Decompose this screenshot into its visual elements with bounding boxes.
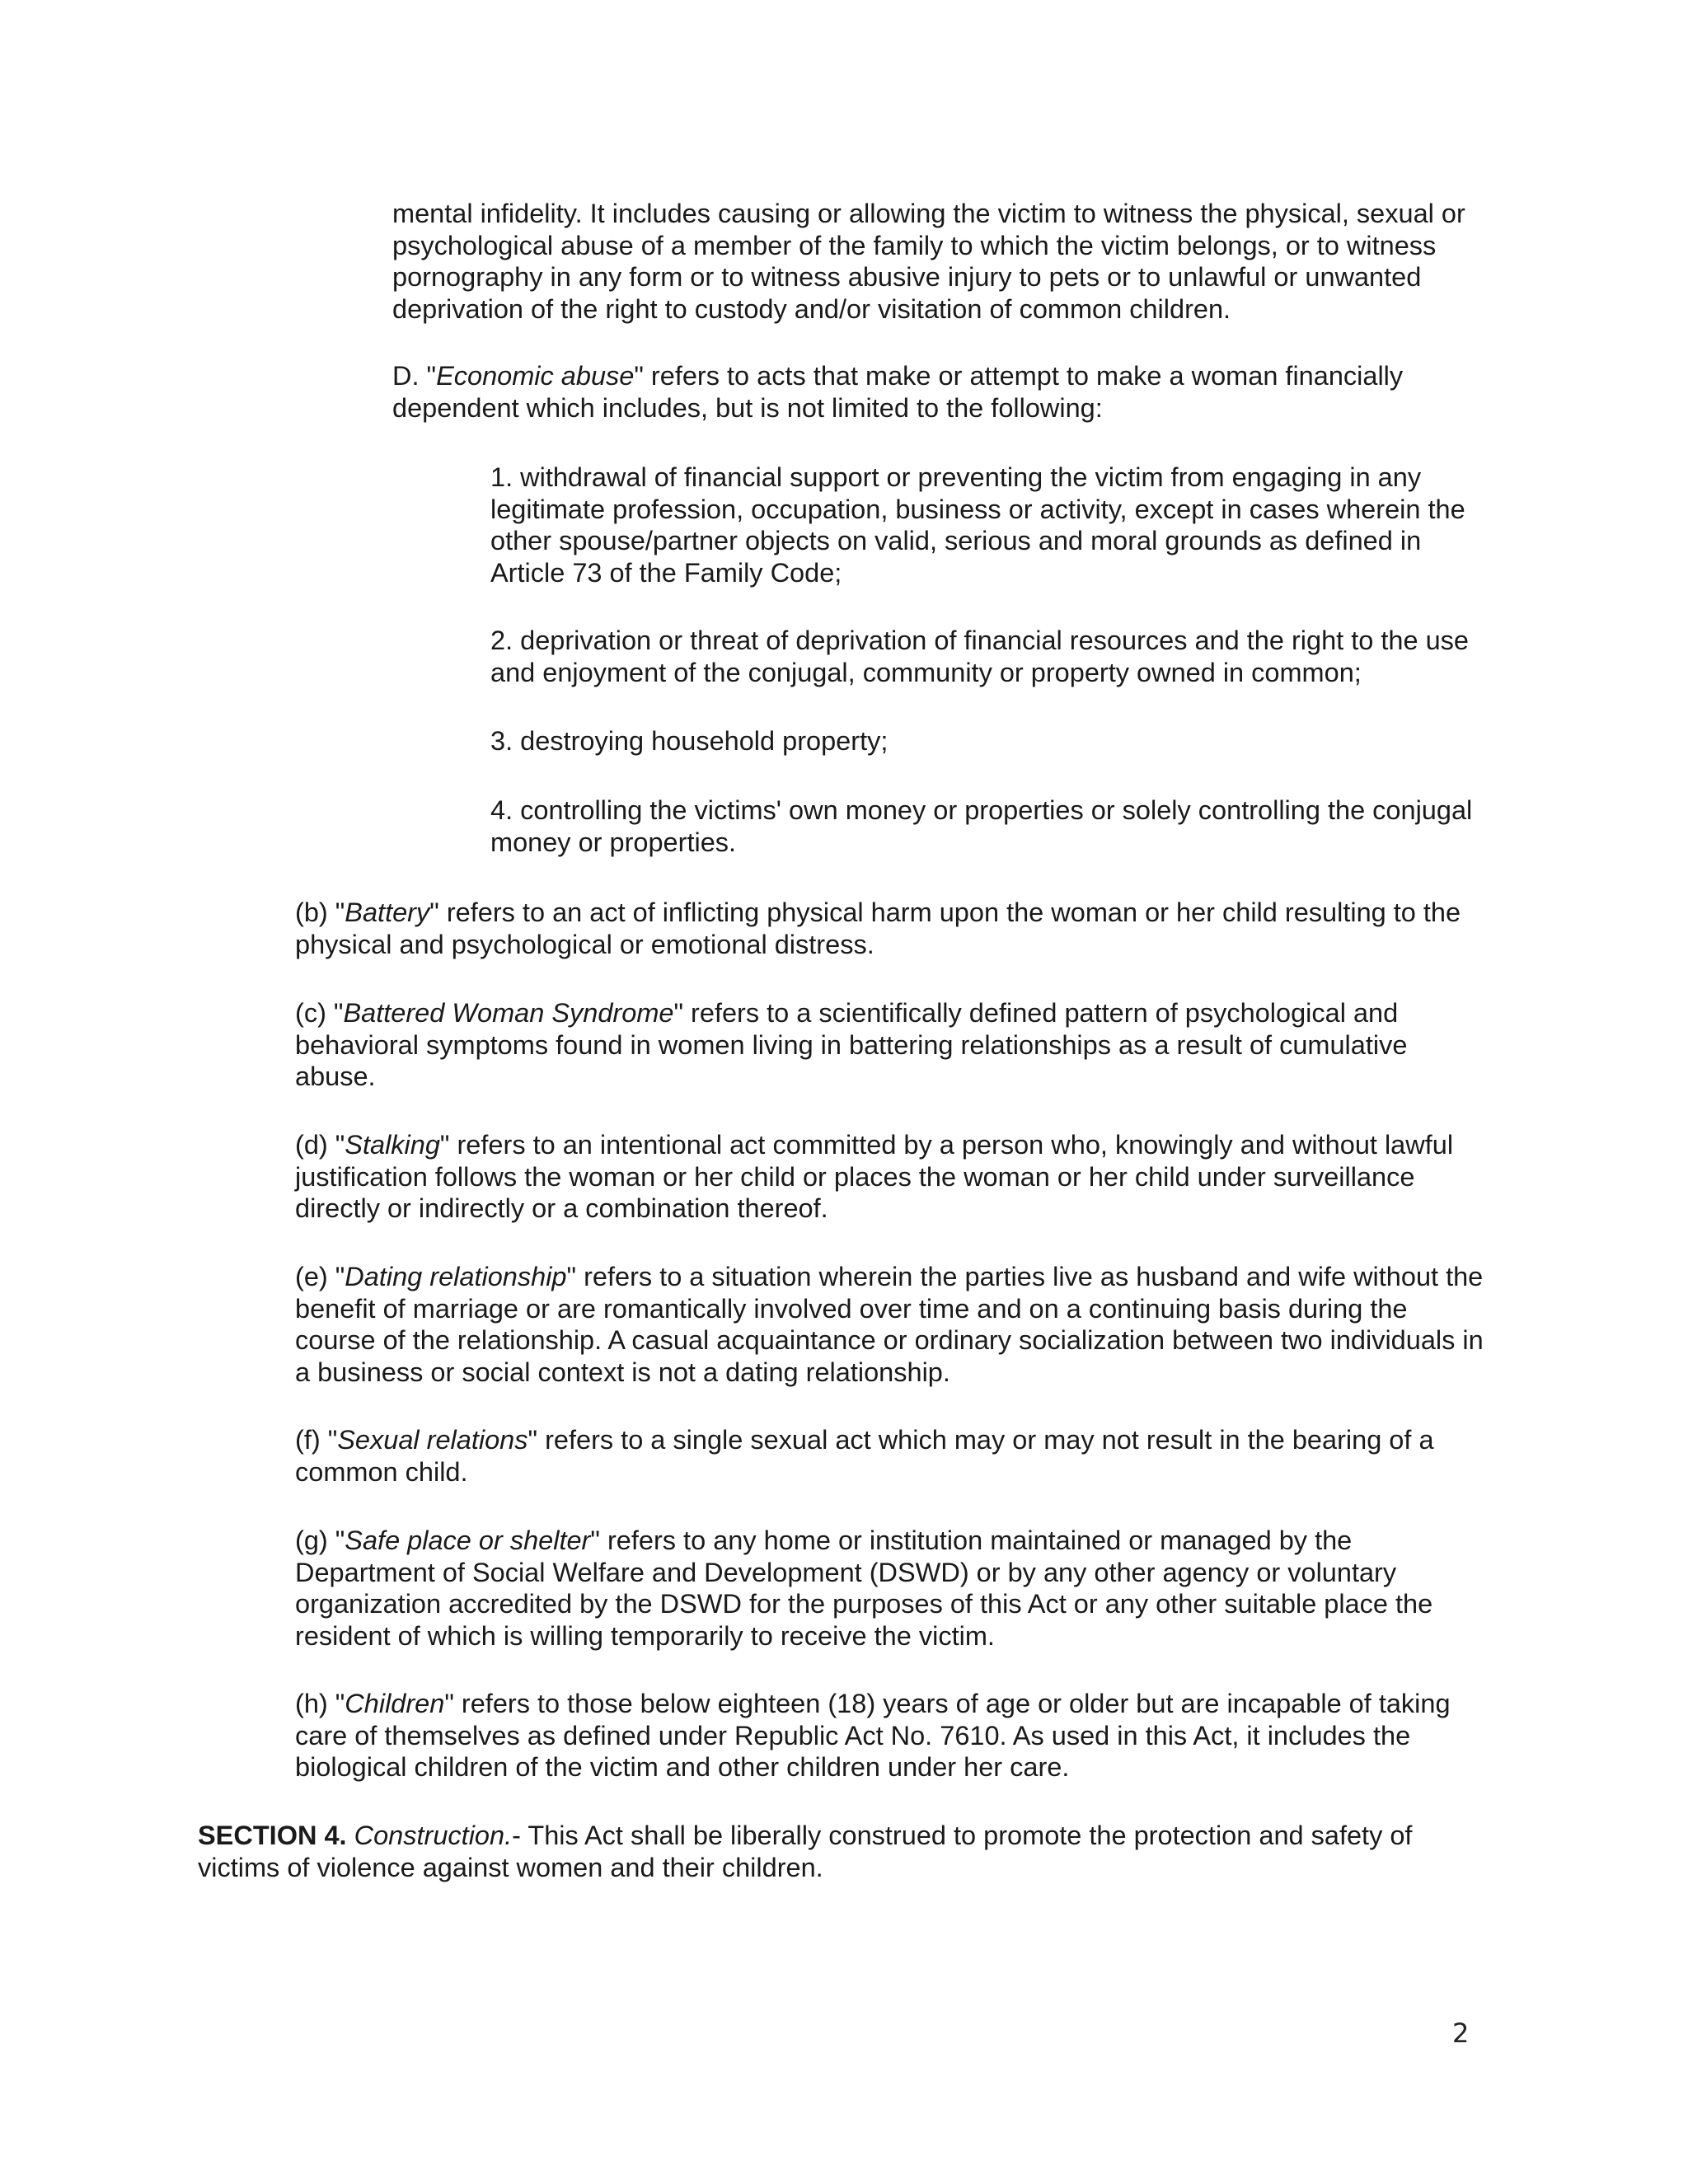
definition-text: " refers to acts that make or attempt to make a woman financially dependent which includes, but is not limited to the following: — [392, 361, 1404, 423]
page-number: 2 — [1452, 2018, 1470, 2049]
definition-term: Stalking — [345, 1130, 440, 1160]
definition-lead: (d) " — [295, 1130, 345, 1160]
definition-term: Safe place or shelter — [345, 1526, 591, 1555]
definition-text: " refers to a single sexual act which may or may not result in the bearing of a common child. — [295, 1425, 1434, 1487]
definition-lead: (f) " — [295, 1425, 338, 1455]
section-heading: SECTION 4. — [198, 1821, 347, 1850]
definition-term: Sexual relations — [337, 1425, 528, 1455]
definition-children — [295, 1688, 1490, 1783]
definition-lead: (h) " — [295, 1689, 345, 1718]
economic-abuse-item-4: 4. controlling the victims' own money or properties or solely controlling the conjugal money or properties. — [490, 795, 1473, 857]
definition-text: " refers to a scientifically defined pattern of psychological and behavioral symptoms found in women living in battering relationships as a result of cumulative abuse. — [295, 998, 1408, 1091]
economic-abuse-item-1: 1. withdrawal of financial support or preventing the victim from engaging in any legitimate profession, occupation, business or activity, except in cases wherein the other spouse/partner objects on valid, serious and moral grounds as defined in Article 73 of the Family Code; — [490, 462, 1465, 588]
definition-text: " refers to a situation wherein the parties live as husband and wife without the benefit of marriage or are romantically involved over time and on a continuing basis during the course of the relationship. A casual acquaintance or ordinary socialization between two individuals in a business or social context is not a dating relationship. — [295, 1262, 1484, 1387]
section-title: Construction. — [354, 1821, 513, 1850]
definition-text: " refers to an act of inflicting physical harm upon the woman or her child resulting to the physical and psychological or emotional distress. — [295, 898, 1461, 959]
section-4-construction — [198, 1820, 1484, 1883]
definition-text: " refers to an intentional act committed by a person who, knowingly and without lawful justification follows the woman or her child or places the woman or her child under surveillance directly or indirectly or a combination thereof. — [295, 1130, 1454, 1223]
definition-term: Children — [345, 1689, 445, 1718]
economic-abuse-item-2: 2. deprivation or threat of deprivation of financial resources and the right to the use and enjoyment of the conjugal, community or property owned in common; — [490, 626, 1469, 687]
definition-stalking — [295, 1129, 1490, 1225]
definition-lead: (g) " — [295, 1526, 345, 1555]
definition-term: Dating relationship — [345, 1262, 567, 1291]
definition-term: Battery — [345, 898, 430, 927]
definition-battery — [295, 897, 1490, 960]
section-text: - This Act shall be liberally construed to promote the protection and safety of victims of violence against women and their children. — [198, 1821, 1413, 1882]
definition-lead: D. " — [392, 361, 437, 391]
definition-lead: (c) " — [295, 998, 344, 1028]
definition-term: Economic abuse — [436, 361, 635, 391]
definition-text: " refers to any home or institution maintained or managed by the Department of Social Welfare and Development (DSWD) or by any other agency or voluntary organization accredited by the DSWD for the purposes of this Act or any other suitable place the resident of which is willing temporarily to receive the victim. — [295, 1526, 1433, 1651]
economic-abuse-item-3: 3. destroying household property; — [490, 726, 889, 756]
psychological-violence-continuation: mental infidelity. It includes causing or allowing the victim to witness the physical, sexual or psychological abuse of a member of the family to which the victim belongs, or to witness pornography in any form or to witness abusive injury to pets or to unlawful or unwanted deprivation of the right to custody and/or visitation of common children. — [392, 199, 1465, 324]
definition-term: Battered Woman Syndrome — [343, 998, 674, 1028]
definition-text: " refers to those below eighteen (18) years of age or older but are incapable of taking care of themselves as defined under Republic Act No. 7610. As used in this Act, it includes the biological children of the victim and other children under her care. — [295, 1689, 1451, 1782]
definition-dating-relationship — [295, 1261, 1490, 1388]
definition-lead: (b) " — [295, 898, 345, 927]
definition-battered-woman-syndrome — [295, 997, 1490, 1093]
economic-abuse-definition — [392, 360, 1480, 424]
definition-sexual-relations — [295, 1424, 1490, 1488]
definition-safe-place-or-shelter — [295, 1525, 1490, 1652]
definition-lead: (e) " — [295, 1262, 345, 1291]
